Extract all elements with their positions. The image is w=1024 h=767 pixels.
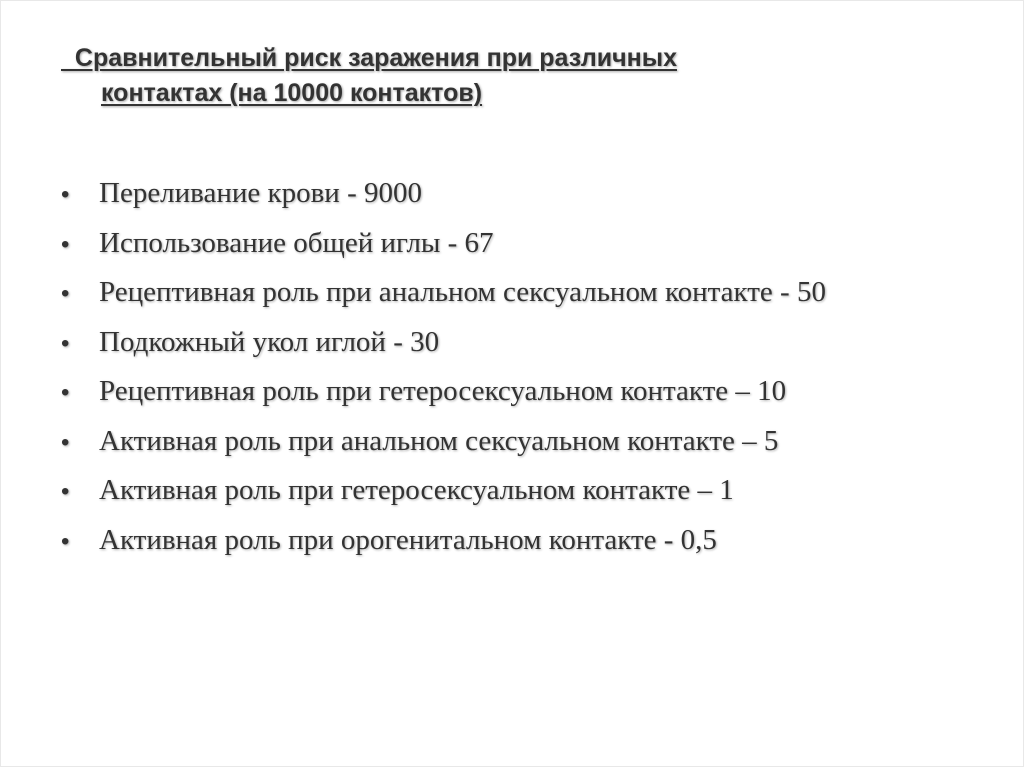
list-item-text: Рецептивная роль при анальном сексуальном контакте - 50: [99, 276, 826, 308]
list-item-text: Активная роль при орогенитальном контакте - 0,5: [99, 523, 717, 556]
bullet-icon: •: [61, 280, 70, 307]
list-item-text: Активная роль при гетеросексуальном контакте – 1: [99, 474, 734, 506]
list-item: [61, 227, 826, 277]
list-item: [61, 524, 826, 574]
list-item-text: Переливание крови - 9000: [99, 177, 422, 209]
list-item: [61, 425, 826, 475]
bullet-icon: •: [61, 230, 70, 258]
bullet-icon: •: [61, 329, 70, 357]
list-item-text: Активная роль при анальном сексуальном контакте – 5: [99, 424, 779, 457]
list-item: [61, 375, 826, 425]
list-item: [61, 276, 826, 326]
list-item-text: Рецептивная роль при гетеросексуальном контакте – 10: [99, 375, 787, 407]
bullet-icon: •: [61, 428, 70, 456]
bullet-icon: •: [61, 379, 70, 406]
list-item: [61, 326, 826, 376]
slide-title: [61, 41, 961, 111]
list-item-text: Использование общей иглы - 67: [99, 226, 494, 259]
title-line-2: контактах (на 10000 контактов): [101, 79, 483, 107]
title-line-1: Сравнительный риск заражения при различных: [61, 44, 677, 72]
list-item: [61, 177, 826, 227]
list-item: [61, 474, 826, 524]
bullet-icon: •: [61, 527, 70, 555]
bullet-icon: •: [61, 478, 70, 505]
list-item-text: Подкожный укол иглой - 30: [99, 325, 440, 358]
bullet-list: [61, 177, 826, 573]
bullet-icon: •: [61, 181, 70, 208]
